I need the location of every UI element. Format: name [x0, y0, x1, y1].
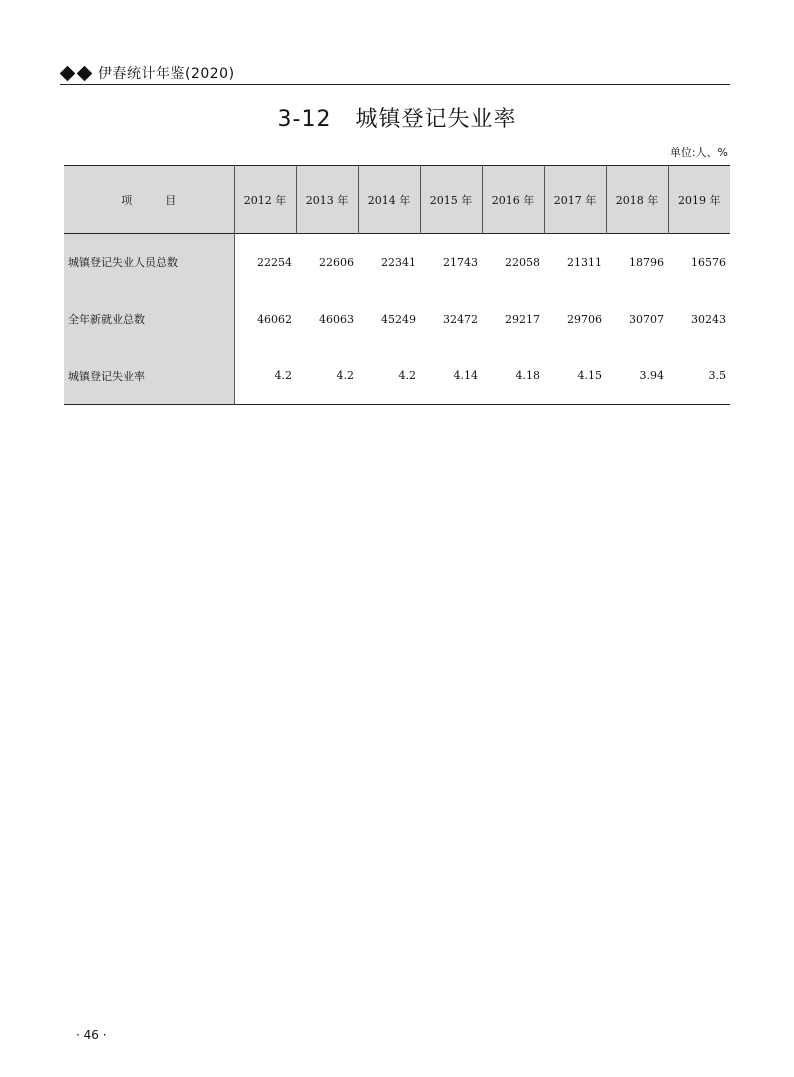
table-number: 3-12 [277, 107, 332, 132]
cell-value: 4.14 [453, 369, 478, 383]
table-row [64, 234, 730, 291]
cell-value: 4.18 [515, 369, 540, 383]
running-head [60, 62, 730, 85]
cell-value: 45249 [381, 312, 416, 326]
header-year: 2018 年 [606, 166, 668, 234]
row-label: 城镇登记失业率 [64, 348, 234, 405]
cell-value: 22606 [319, 255, 354, 269]
header-year: 2015 年 [420, 166, 482, 234]
cell-value: 46063 [319, 312, 354, 326]
page-number: · 46 · [76, 1028, 107, 1042]
table-title-text: 城镇登记失业率 [355, 107, 517, 132]
data-table [64, 165, 730, 405]
cell-value: 29706 [567, 312, 602, 326]
cell-value: 22058 [505, 255, 540, 269]
header-year: 2012 年 [234, 166, 296, 234]
table-row [64, 348, 730, 405]
cell-value: 32472 [443, 312, 478, 326]
cell-value: 22341 [381, 255, 416, 269]
cell-value: 30243 [691, 312, 726, 326]
cell-value: 4.2 [336, 369, 354, 383]
cell-value: 3.5 [708, 369, 726, 383]
unit-label: 单位:人、% [669, 146, 728, 159]
cell-value: 4.2 [398, 369, 416, 383]
header-year: 2014 年 [358, 166, 420, 234]
row-label: 全年新就业总数 [64, 291, 234, 348]
cell-value: 4.2 [274, 369, 292, 383]
header-item: 项 目 [64, 166, 234, 234]
cell-value: 21311 [567, 255, 602, 269]
cell-value: 22254 [257, 255, 292, 269]
header-year: 2017 年 [544, 166, 606, 234]
cell-value: 18796 [629, 255, 664, 269]
running-head-title: 伊春统计年鉴(2020) [98, 66, 235, 82]
header-row [64, 166, 730, 234]
table-title [0, 102, 794, 133]
cell-value: 4.15 [577, 369, 602, 383]
diamond-icon [60, 68, 92, 79]
header-year: 2019 年 [668, 166, 730, 234]
cell-value: 29217 [505, 312, 540, 326]
cell-value: 21743 [443, 255, 478, 269]
header-year: 2016 年 [482, 166, 544, 234]
cell-value: 46062 [257, 312, 292, 326]
cell-value: 16576 [691, 255, 726, 269]
header-year: 2013 年 [296, 166, 358, 234]
table-row [64, 291, 730, 348]
cell-value: 3.94 [639, 369, 664, 383]
row-label: 城镇登记失业人员总数 [64, 234, 234, 291]
cell-value: 30707 [629, 312, 664, 326]
